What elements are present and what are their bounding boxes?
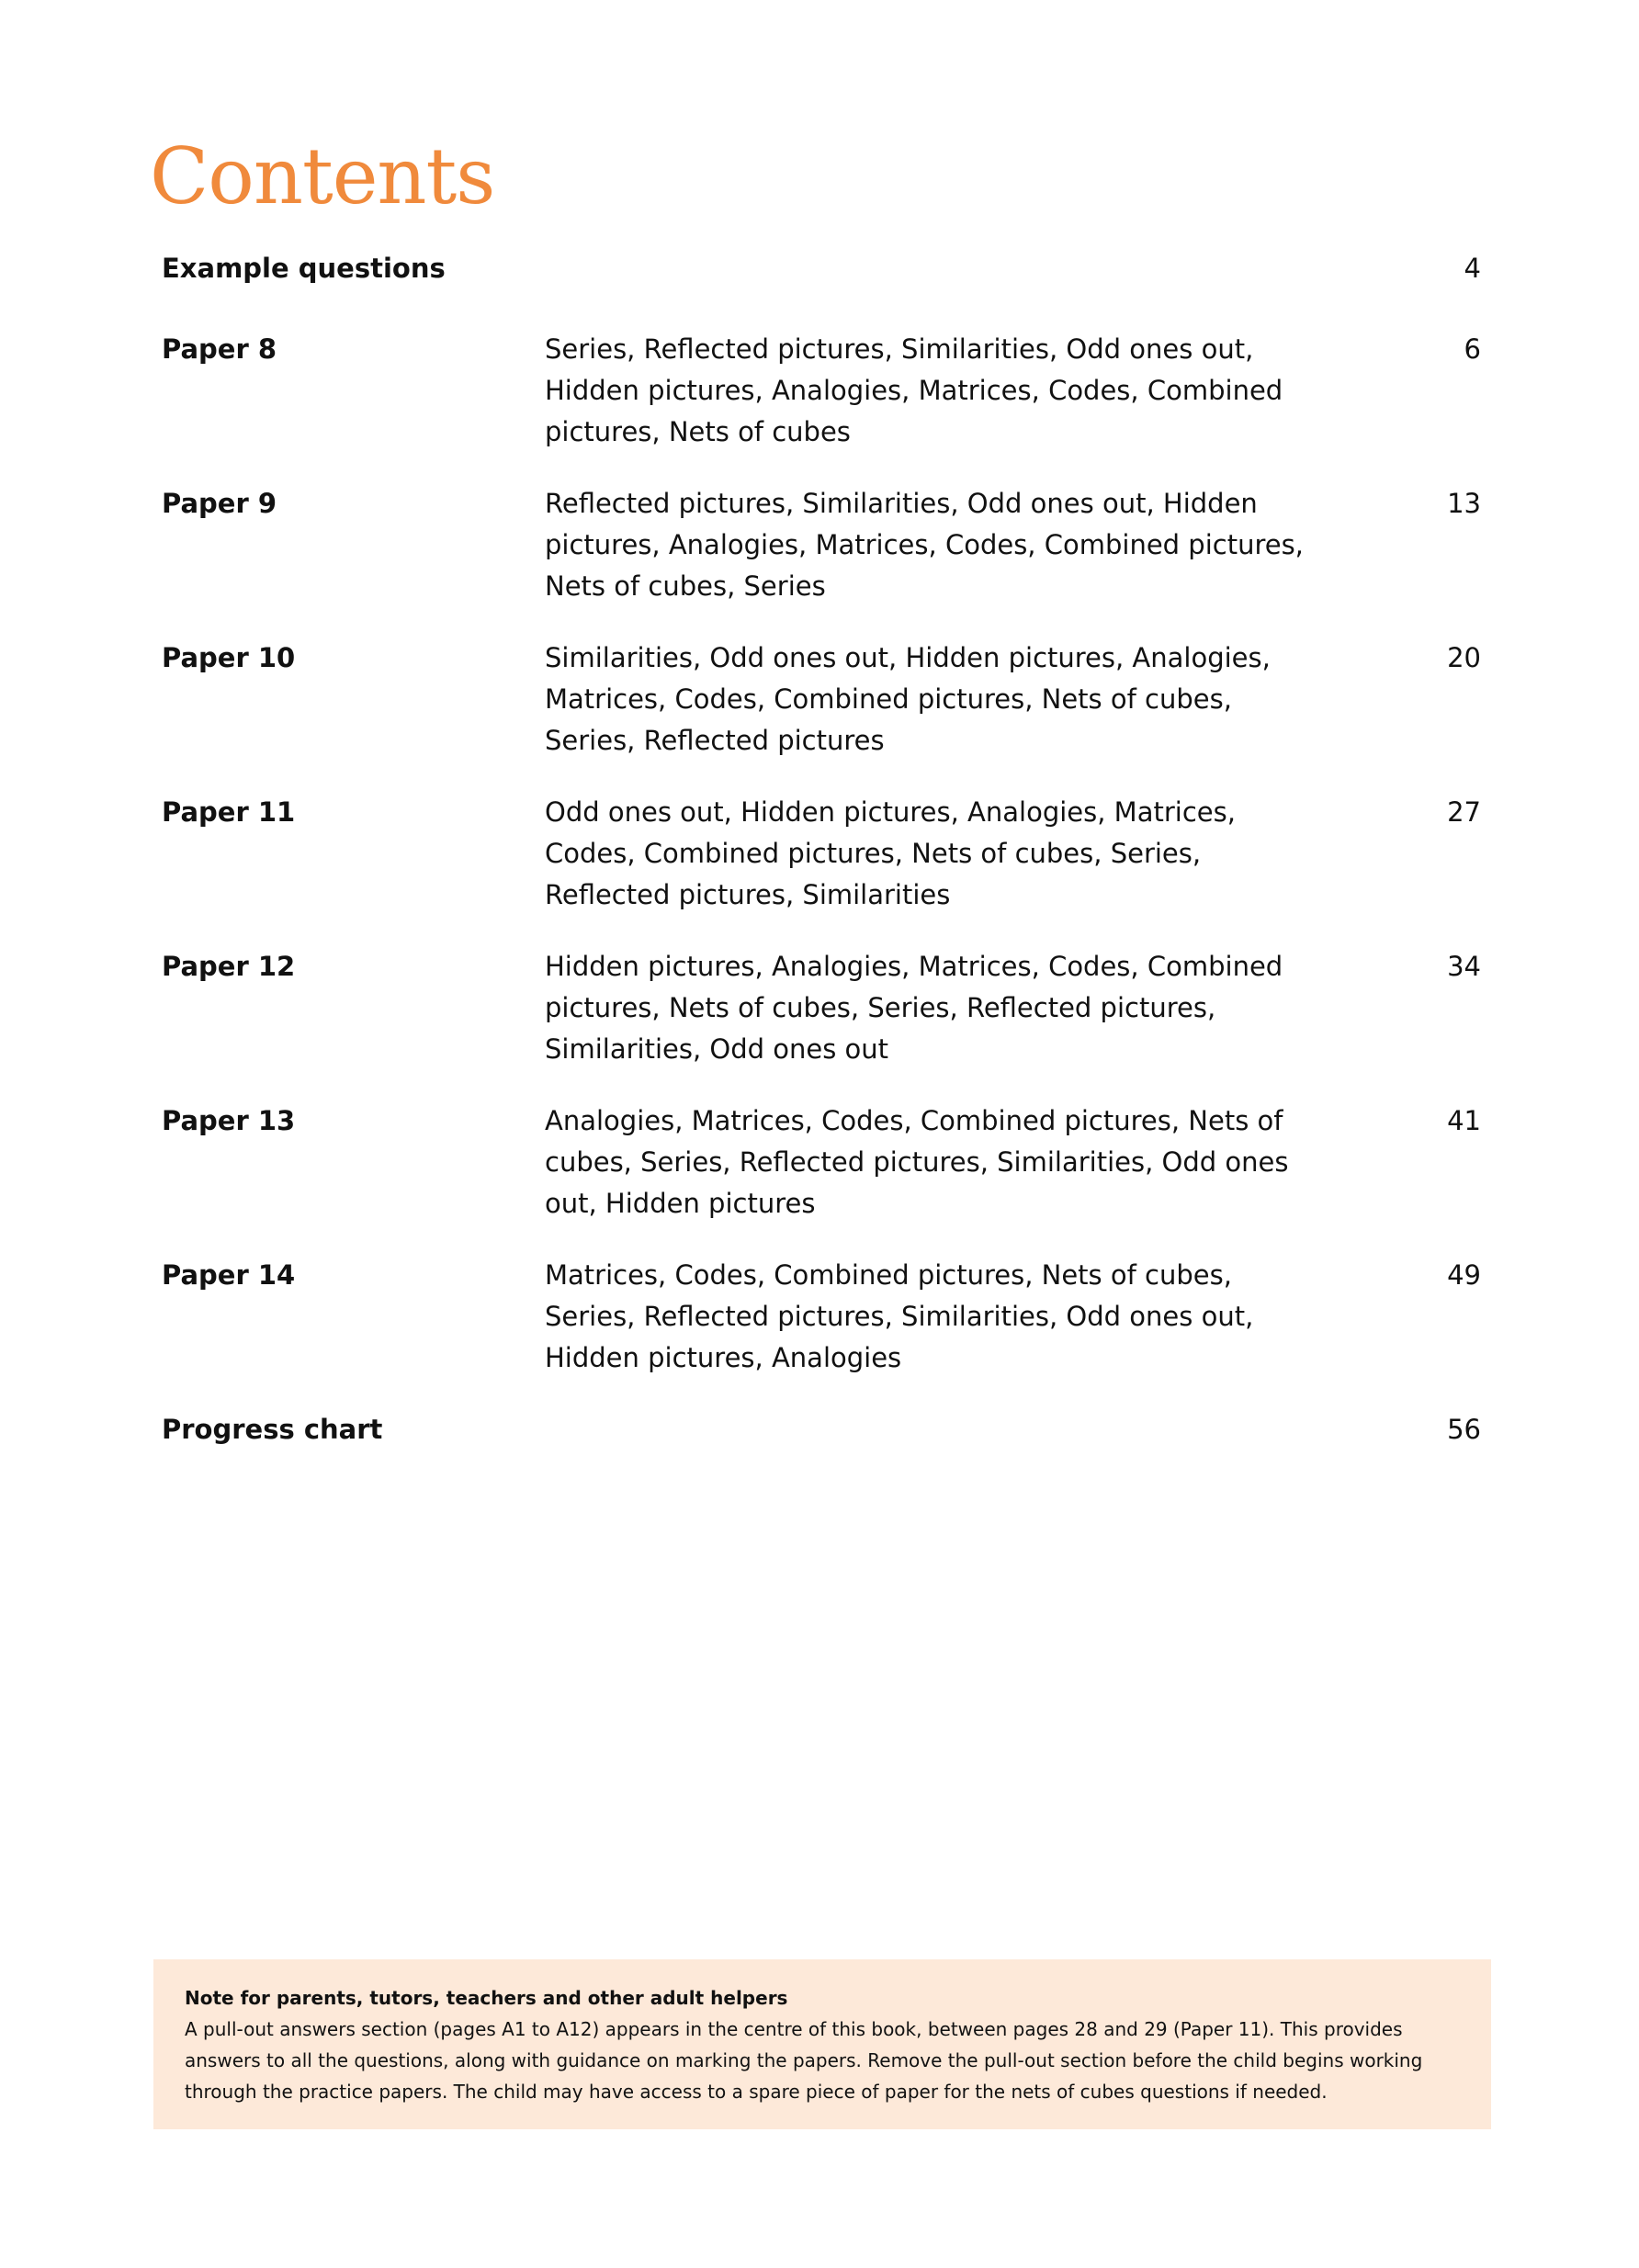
- entry-page: 4: [1464, 253, 1481, 284]
- entry-page: 49: [1447, 1259, 1481, 1291]
- entry-name: Paper 9: [162, 488, 277, 519]
- contents-entry: [162, 329, 1481, 453]
- entry-page: 6: [1464, 333, 1481, 365]
- contents-entry: [162, 483, 1481, 607]
- entry-name: Paper 8: [162, 333, 277, 365]
- entry-name: Example questions: [162, 253, 446, 284]
- entry-page: 13: [1447, 488, 1481, 519]
- entry-name: Paper 13: [162, 1105, 296, 1136]
- entry-name: Paper 11: [162, 796, 296, 828]
- note-box: [153, 1959, 1491, 2129]
- note-title: Note for parents, tutors, teachers and other adult helpers: [185, 1987, 788, 2009]
- entry-name: Paper 14: [162, 1259, 296, 1291]
- contents-entry: [162, 946, 1481, 1070]
- contents-entry: [162, 792, 1481, 916]
- entry-page: 34: [1447, 951, 1481, 982]
- entry-description: Odd ones out, Hidden pictures, Analogies, Matrices, Codes, Combined pictures, Nets of cubes, Series, Reflected pictures, Similarities: [545, 796, 1236, 910]
- entry-page: 56: [1447, 1414, 1481, 1445]
- note-body: A pull-out answers section (pages A1 to A12) appears in the centre of this book, between pages 28 and 29 (Paper 11). This provides answers to all the questions, along with guidance on marking the papers. Remove the pull-out section before the child begins working through the practice papers. The child may have access to a spare piece of paper for the nets of cubes questions if needed.: [185, 2018, 1423, 2103]
- contents-entry: [162, 638, 1481, 762]
- entry-description: Hidden pictures, Analogies, Matrices, Codes, Combined pictures, Nets of cubes, Series, Reflected pictures, Similarities, Odd ones out: [545, 951, 1283, 1065]
- contents-entry: [162, 1100, 1481, 1224]
- entry-name: Paper 12: [162, 951, 296, 982]
- entry-page: 20: [1447, 642, 1481, 673]
- entry-name: Progress chart: [162, 1414, 383, 1445]
- entry-description: Reflected pictures, Similarities, Odd ones out, Hidden pictures, Analogies, Matrices, Codes, Combined pictures, Nets of cubes, Series: [545, 488, 1304, 602]
- entry-page: 27: [1447, 796, 1481, 828]
- contents-entry: [162, 248, 1481, 289]
- page-title: Contents: [150, 131, 495, 221]
- contents-entry: [162, 1409, 1481, 1450]
- entry-description: Similarities, Odd ones out, Hidden pictures, Analogies, Matrices, Codes, Combined pictures, Nets of cubes, Series, Reflected pictures: [545, 642, 1271, 756]
- entry-name: Paper 10: [162, 642, 296, 673]
- contents-entry: [162, 1255, 1481, 1379]
- entry-description: Series, Reflected pictures, Similarities, Odd ones out, Hidden pictures, Analogies, Matrices, Codes, Combined pictures, Nets of cubes: [545, 333, 1283, 447]
- entry-page: 41: [1447, 1105, 1481, 1136]
- entry-description: Matrices, Codes, Combined pictures, Nets of cubes, Series, Reflected pictures, Similarities, Odd ones out, Hidden pictures, Analogies: [545, 1259, 1254, 1373]
- entry-description: Analogies, Matrices, Codes, Combined pictures, Nets of cubes, Series, Reflected pictures, Similarities, Odd ones out, Hidden pictures: [545, 1105, 1289, 1219]
